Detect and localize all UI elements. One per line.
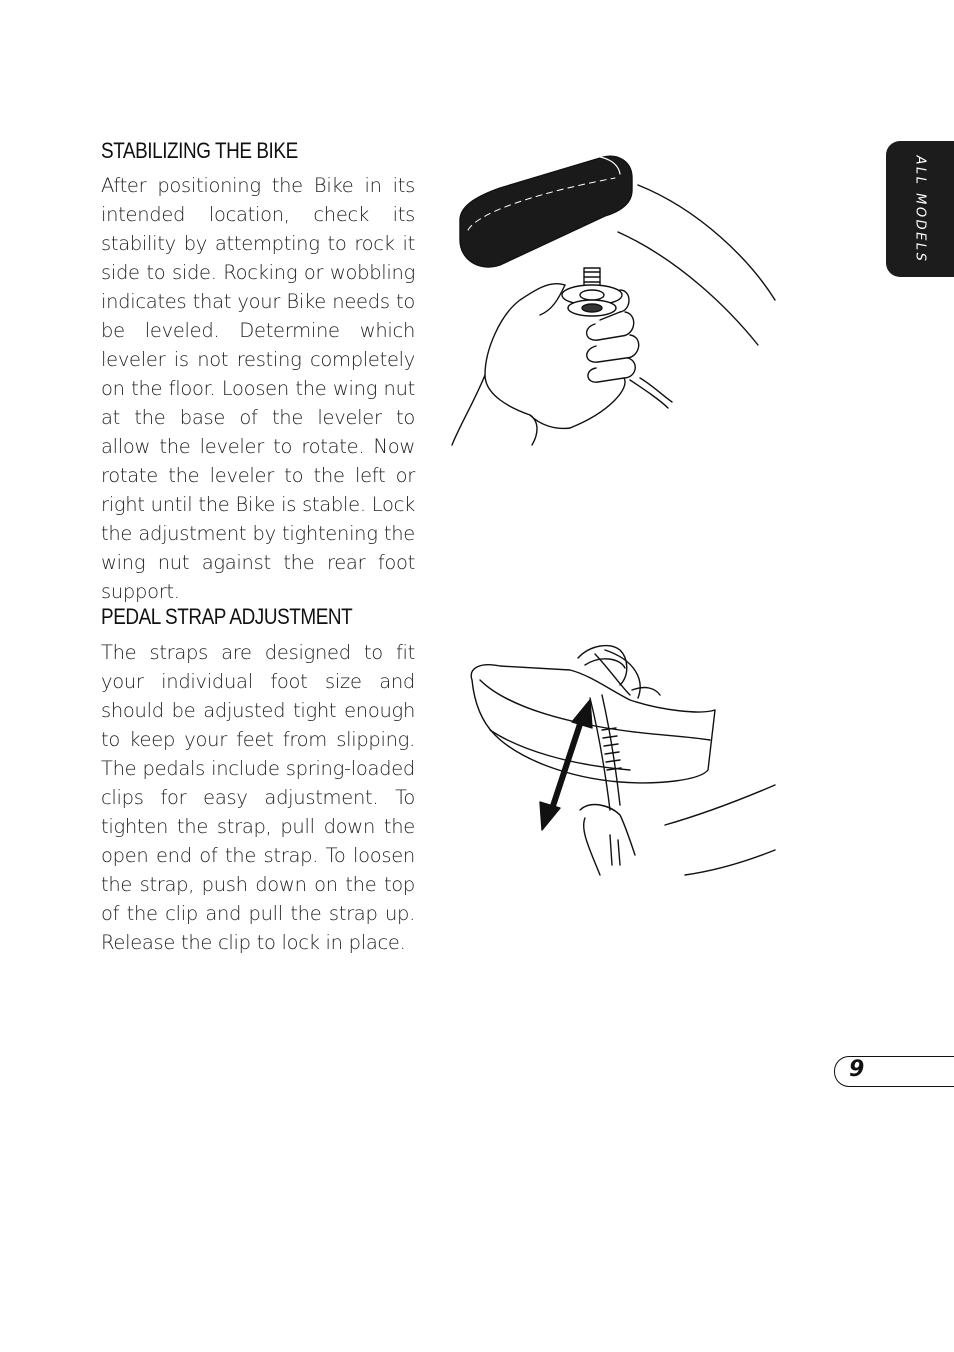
- section-body-pedal-strap: The straps are designed to fit your individual foot size and should be adjusted tight enough to keep your feet from slipping. The pedals include spring-loaded clips for easy adjustment. To tighten the strap, pull down the open end of the strap. To loosen the strap, push down on the top of the clip and pull the strap up. Release the clip to lock in place.: [101, 641, 415, 954]
- pedal-strap-illustration: [460, 640, 790, 890]
- section-heading-pedal-strap: PEDAL STRAP ADJUSTMENT: [101, 604, 353, 629]
- leveler-illustration: [440, 150, 790, 450]
- side-tab-label: ALL MODELS: [912, 155, 928, 263]
- page-number: 9: [849, 1057, 865, 1082]
- section-body-stabilizing: After positioning the Bike in its intended location, check its stability by attempting to rock it side to side. Rocking or wobbling indicates that your Bike needs to be leveled. Determine which leveler is not resting completely on the floor. Loosen the wing nut at the base of the leveler to allow the leveler to rotate. Now rotate the leveler to the left or right until the Bike is stable. Lock the adjustment by tightening the wing nut against the rear foot support.: [101, 174, 415, 603]
- section-heading-stabilizing: STABILIZING THE BIKE: [101, 138, 298, 163]
- side-tab: [886, 141, 954, 277]
